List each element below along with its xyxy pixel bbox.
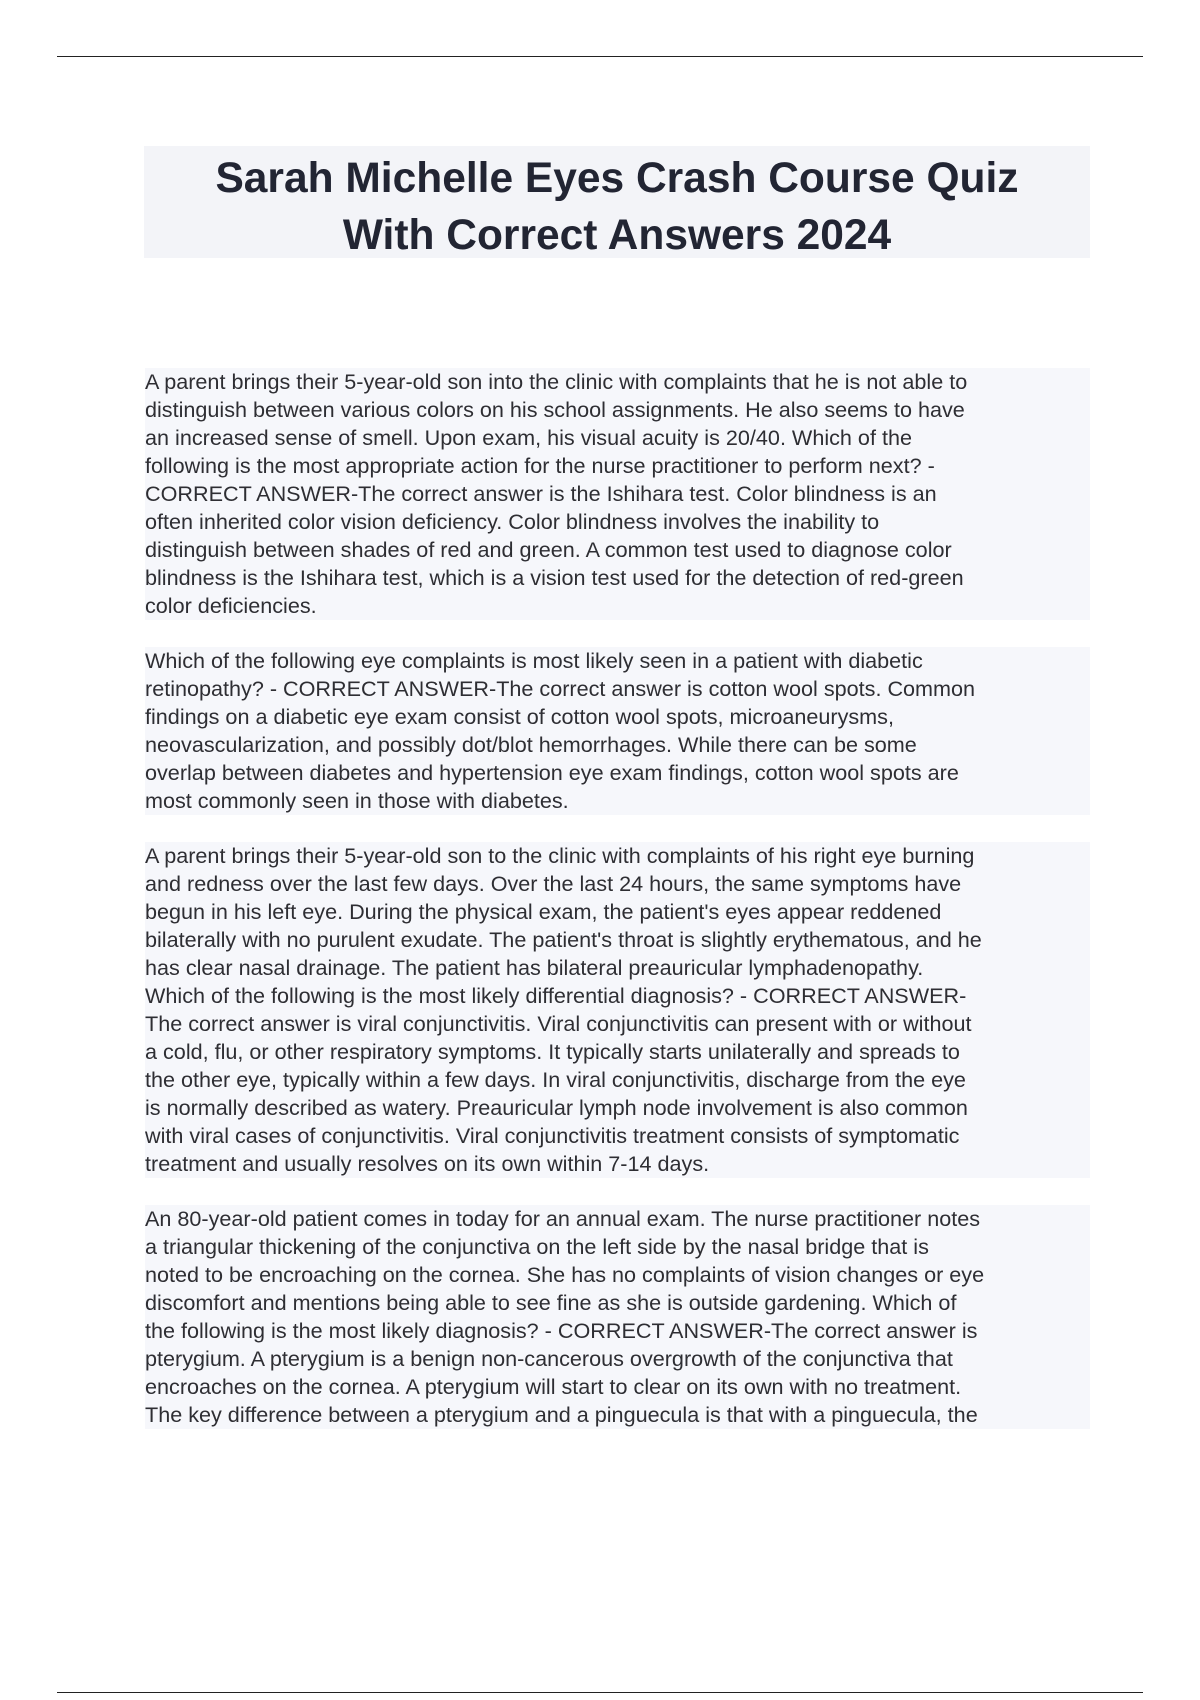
text-line: bilaterally with no purulent exudate. The patient's throat is slightly erythematous, and he <box>145 927 982 952</box>
text-line: encroaches on the cornea. A pterygium will start to clear on its own with no treatment. <box>145 1374 962 1399</box>
text-line: noted to be encroaching on the cornea. She has no complaints of vision changes or eye <box>145 1262 985 1287</box>
question-paragraph-1 <box>145 368 1090 620</box>
text-line: the other eye, typically within a few days. In viral conjunctivitis, discharge from the eye <box>145 1067 966 1092</box>
text-line: most commonly seen in those with diabetes. <box>145 788 569 813</box>
text-line: A parent brings their 5-year-old son to the clinic with complaints of his right eye burning <box>145 843 975 868</box>
text-line: neovascularization, and possibly dot/blot hemorrhages. While there can be some <box>145 732 917 757</box>
text-line: The correct answer is viral conjunctivitis. Viral conjunctivitis can present with or without <box>145 1011 972 1036</box>
text-line: an increased sense of smell. Upon exam, his visual acuity is 20/40. Which of the <box>145 425 912 450</box>
question-paragraph-2 <box>145 647 1090 815</box>
text-line: has clear nasal drainage. The patient has bilateral preauricular lymphadenopathy. <box>145 955 924 980</box>
text-line: begun in his left eye. During the physical exam, the patient's eyes appear reddened <box>145 899 942 924</box>
text-line: distinguish between various colors on his school assignments. He also seems to have <box>145 397 965 422</box>
text-line: pterygium. A pterygium is a benign non-cancerous overgrowth of the conjunctiva that <box>145 1346 953 1371</box>
text-line: Which of the following is the most likely differential diagnosis? - CORRECT ANSWER- <box>145 983 967 1008</box>
text-line: retinopathy? - CORRECT ANSWER-The correct answer is cotton wool spots. Common <box>145 676 976 701</box>
text-line: a cold, flu, or other respiratory symptoms. It typically starts unilaterally and spreads to <box>145 1039 960 1064</box>
document-body <box>145 368 1090 1456</box>
text-line: with viral cases of conjunctivitis. Viral conjunctivitis treatment consists of symptomatic <box>145 1123 960 1148</box>
page-bottom-rule <box>57 1692 1143 1693</box>
text-line: discomfort and mentions being able to see fine as she is outside gardening. Which of <box>145 1290 957 1315</box>
document-title <box>144 146 1090 264</box>
text-line: and redness over the last few days. Over the last 24 hours, the same symptoms have <box>145 871 962 896</box>
title-block <box>144 146 1090 258</box>
title-line-2: With Correct Answers 2024 <box>342 212 892 259</box>
text-line: The key difference between a pterygium and a pinguecula is that with a pinguecula, the <box>145 1402 978 1427</box>
question-paragraph-3 <box>145 842 1090 1178</box>
text-line: overlap between diabetes and hypertension eye exam findings, cotton wool spots are <box>145 760 959 785</box>
text-line: often inherited color vision deficiency. Color blindness involves the inability to <box>145 509 880 534</box>
title-line-1: Sarah Michelle Eyes Crash Course Quiz <box>215 155 1019 202</box>
text-line: An 80-year-old patient comes in today for an annual exam. The nurse practitioner notes <box>145 1206 981 1231</box>
page-top-rule <box>57 56 1143 57</box>
text-line: distinguish between shades of red and green. A common test used to diagnose color <box>145 537 952 562</box>
text-line: treatment and usually resolves on its own within 7-14 days. <box>145 1151 710 1176</box>
text-line: A parent brings their 5-year-old son into the clinic with complaints that he is not able to <box>145 369 968 394</box>
text-line: findings on a diabetic eye exam consist of cotton wool spots, microaneurysms, <box>145 704 894 729</box>
text-line: a triangular thickening of the conjunctiva on the left side by the nasal bridge that is <box>145 1234 929 1259</box>
text-line: is normally described as watery. Preauricular lymph node involvement is also common <box>145 1095 968 1120</box>
text-line: color deficiencies. <box>145 593 317 618</box>
text-line: following is the most appropriate action for the nurse practitioner to perform next? - <box>145 453 935 478</box>
question-paragraph-4 <box>145 1205 1090 1429</box>
text-line: blindness is the Ishihara test, which is a vision test used for the detection of red-green <box>145 565 964 590</box>
text-line: Which of the following eye complaints is most likely seen in a patient with diabetic <box>145 648 923 673</box>
text-line: CORRECT ANSWER-The correct answer is the Ishihara test. Color blindness is an <box>145 481 937 506</box>
text-line: the following is the most likely diagnosis? - CORRECT ANSWER-The correct answer is <box>145 1318 978 1343</box>
